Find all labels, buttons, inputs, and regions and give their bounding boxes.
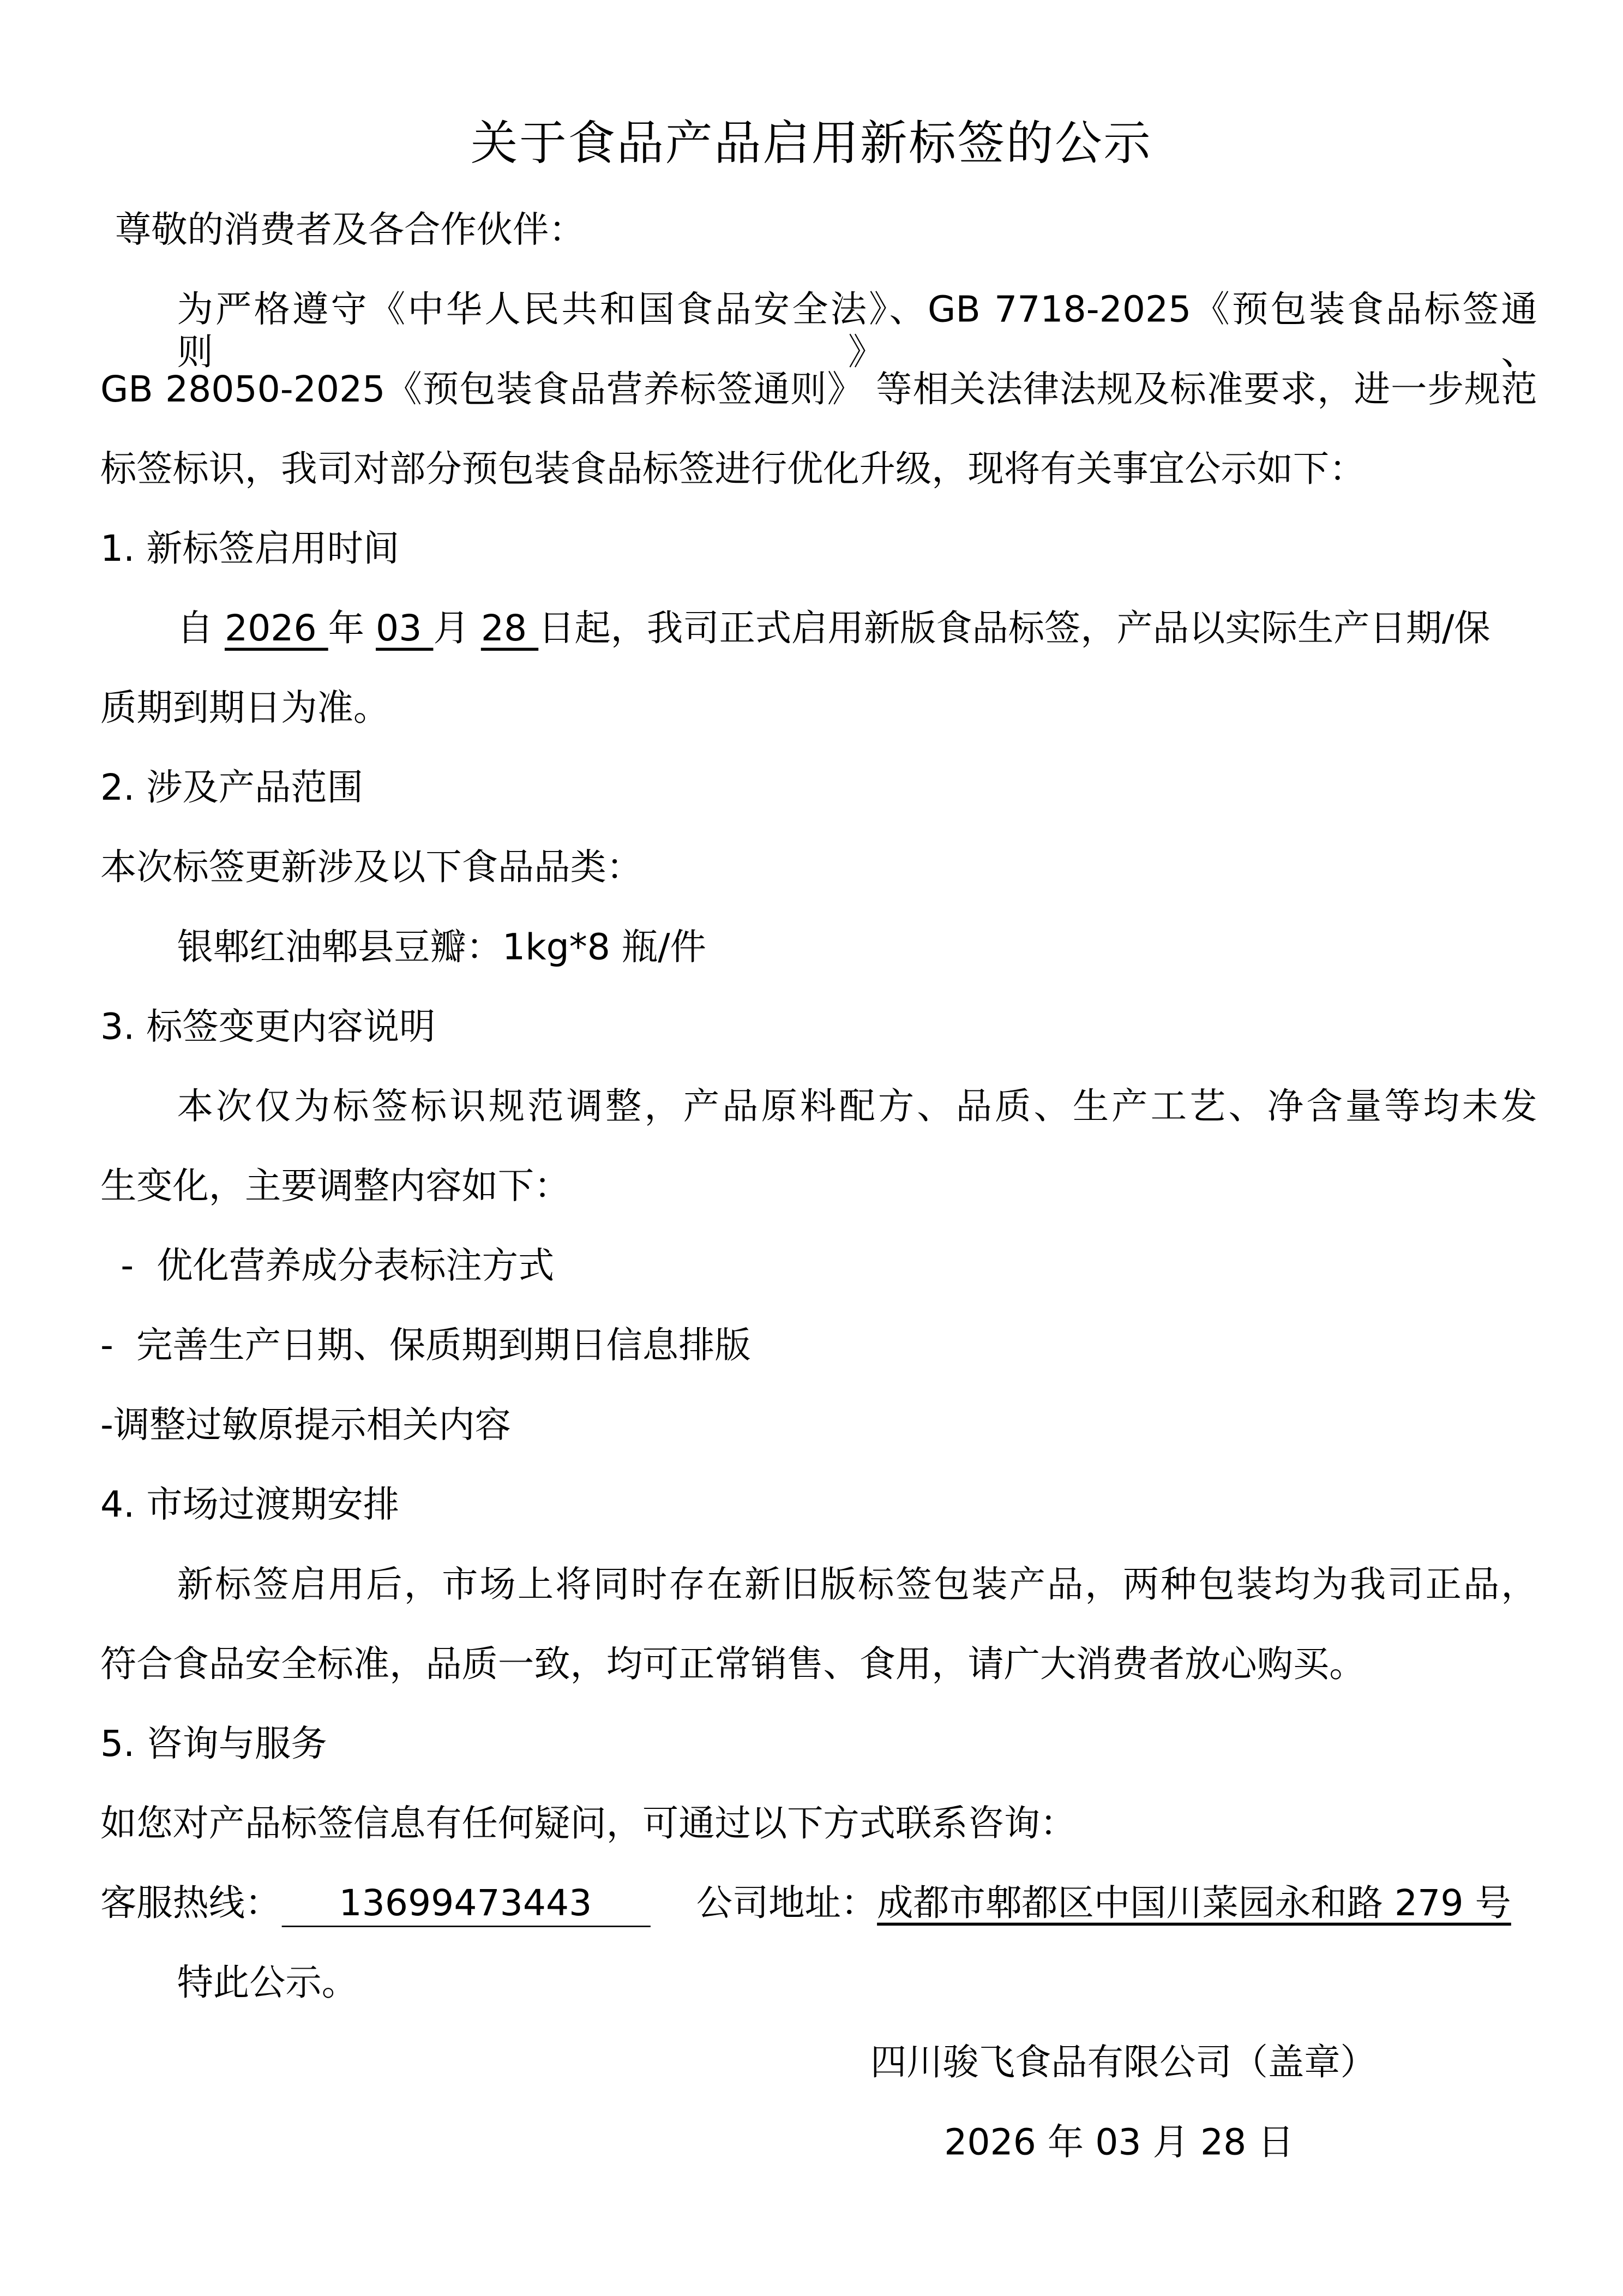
contact-line [100,1881,650,1927]
section-4-line-1: 新标签启用后，市场上将同时存在新旧版标签包装产品，两种包装均为我司正品， [177,1562,1537,1606]
section-3-line-1: 本次仅为标签标识规范调整，产品原料配方、品质、生产工艺、净含量等均未发 [177,1084,1537,1128]
address-line [696,1881,1511,1925]
page-title: 关于食品产品启用新标签的公示 [470,115,1152,171]
section-5-intro: 如您对产品标签信息有任何疑问，可通过以下方式联系咨询： [100,1801,1077,1845]
salutation: 尊敬的消费者及各合作伙伴： [115,208,585,251]
date-rest: 日起，我司正式启用新版食品标签，产品以实际生产日期/保 [538,606,1490,650]
change-item: -调整过敏原提示相关内容 [100,1403,511,1446]
company-signature: 四川骏飞食品有限公司（盖章） [870,2041,1376,2084]
section-4-line-2: 符合食品安全标准，品质一致，均可正常销售、食用，请广大消费者放心购买。 [100,1642,1366,1686]
start-year: 2026 [224,606,328,650]
date-prefix: 自 [177,606,225,650]
closing-text: 特此公示。 [177,1961,358,2004]
section-2-intro: 本次标签更新涉及以下食品品类： [100,845,643,889]
section-1-line-2: 质期到期日为准。 [100,686,390,729]
section-2-heading: 2. 涉及产品范围 [100,765,363,809]
hotline-number: 13699473443 [281,1884,650,1927]
section-5-heading: 5. 咨询与服务 [100,1722,327,1765]
change-item: - 完善生产日期、保质期到期日信息排版 [100,1323,751,1366]
section-4-heading: 4. 市场过渡期安排 [100,1483,400,1526]
start-month: 03 [376,606,434,650]
address-label: 公司地址： [696,1881,877,1925]
section-1-start-date-line [177,607,1490,650]
product-item: 银郫红油郫县豆瓣：1kg*8 瓶/件 [177,925,706,968]
signature-date: 2026 年 03 月 28 日 [944,2120,1294,2163]
intro-line-3: 标签标识，我司对部分预包装食品标签进行优化升级，现将有关事宜公示如下： [100,447,1366,490]
section-3-line-2: 生变化，主要调整内容如下： [100,1164,570,1207]
section-3-heading: 3. 标签变更内容说明 [100,1005,436,1048]
section-1-heading: 1. 新标签启用时间 [100,526,400,570]
month-unit: 月 [433,606,481,650]
intro-line-1: 为严格遵守《中华人民共和国食品安全法》、GB 7718-2025《预包装食品标签通则》、 [177,287,1537,374]
intro-line-2: GB 28050-2025《预包装食品营养标签通则》 等相关法律法规及标准要求，进一步规范 [100,367,1537,410]
company-address: 成都市郫都区中国川菜园永和路 279 号 [877,1881,1511,1925]
start-day: 28 [480,606,539,650]
change-item: - 优化营养成分表标注方式 [109,1244,555,1287]
hotline-label: 客服热线： [100,1881,281,1925]
year-unit: 年 [328,606,376,650]
